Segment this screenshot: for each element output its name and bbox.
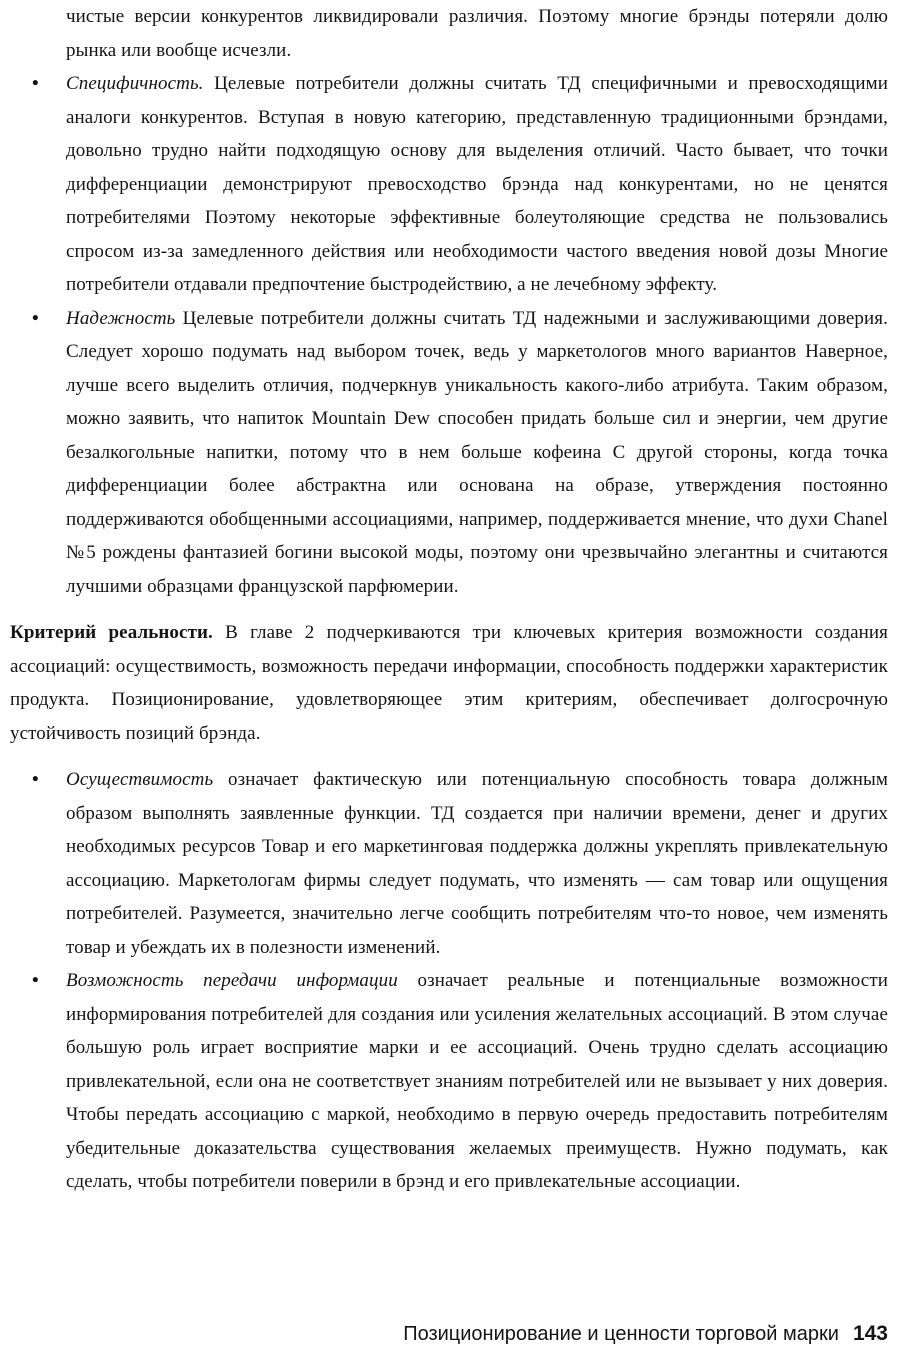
bullet-term: Специфичность. (66, 73, 204, 94)
bullet-specificity (10, 67, 888, 302)
page-number: 143 (852, 1322, 888, 1345)
bullet-text: означает реальные и потенциальные возможности информирования потребителей для создания или усиления желательных ассоциаций. В этом случае большую роль играет восприятие марки и ее ассоциаций. Очень трудно сделать ассоциацию привлекательной, если она не соответствует знаниям потребителей или не вызывает у них доверия. Чтобы передать ассоциацию с маркой, необходимо в первую очередь предоставить потребителям убедительные доказательства существования желаемых преимуществ. Нужно подумать, как сделать, чтобы потребители поверили в брэнд и его привлекательные ассоциации. (66, 970, 888, 1192)
bullet-feasibility (10, 763, 888, 964)
bullet-term: Возможность передачи информации (66, 970, 398, 991)
bullet-dot: • (32, 769, 39, 790)
section-text: В главе 2 подчеркиваются три ключевых критерия возможности создания ассоциаций: осуществимость, возможность передачи информации, способность поддержки характеристик продукта. Позиционирование, удовлетворяющее этим критериям, обеспечивает долгосрочную устойчивость позиций брэнда. (10, 622, 888, 744)
bullet-term: Осуществимость (66, 769, 214, 790)
bullet-text: Целевые потребители должны считать ТД надежными и заслуживающими доверия. Следует хорошо подумать над выбором точек, ведь у маркетологов много вариантов Наверное, лучше всего выделить отличия, подчеркнув уникальность какого-либо атрибута. Таким образом, можно заявить, что напиток Mountain Dew способен придать больше сил и энергии, чем другие безалкогольные напитки, потому что в нем больше кофеина С другой стороны, когда точка дифференциации более абстрактна или основана на образе, утверждения постоянно поддерживаются обобщенными ассоциациями, например, поддерживается мнение, что духи Chanel №5 рождены фантазией богини высокой моды, поэтому они чрезвычайно элегантны и считаются лучшими образцами французской парфюмерии. (66, 307, 888, 597)
section-heading: Критерий реальности. (10, 622, 213, 643)
bullet-term: Надежность (66, 307, 176, 329)
bullet-dot: • (32, 307, 39, 329)
bullet-text: означает фактическую или потенциальную способность товара должным образом выполнять заявленные функции. ТД создается при наличии времени, денег и других необходимых ресурсов Товар и его маркетинговая поддержка должны укреплять привлекательную ассоциацию. Маркетологам фирмы следует подумать, что изменять — сам товар или ощущения потребителей. Разумеется, значительно легче сообщить потребителям что-то новое, чем изменять товар и убеждать их в полезности изменений. (66, 769, 888, 958)
page-footer (380, 1322, 888, 1346)
bullet-dot: • (32, 73, 39, 94)
continuation-paragraph: чистые версии конкурентов ликвидировали различия. Поэтому многие брэнды потеряли долю рынка или вообще исчезли. (66, 6, 888, 61)
section-paragraph (10, 616, 888, 750)
bullet-reliability (10, 302, 888, 604)
bullet-communicability (10, 964, 888, 1199)
bullet-dot: • (32, 970, 39, 991)
running-title: Позиционирование и ценности торговой марки (403, 1323, 839, 1345)
body-text (10, 0, 888, 1199)
bullet-text: Целевые потребители должны считать ТД специфичными и превосходящими аналоги конкурентов. Вступая в новую категорию, представленную традиционными брэндами, довольно трудно найти подходящую основу для выделения отличий. Часто бывает, что точки дифференциации демонстрируют превосходство брэнда над конкурентами, но не ценятся потребителями Поэтому некоторые эффективные болеутоляющие средства не пользовались спросом из-за замедленного действия или необходимости частого введения новой дозы Многие потребители отдавали предпочтение быстродействию, а не лечебному эффекту. (66, 73, 888, 295)
